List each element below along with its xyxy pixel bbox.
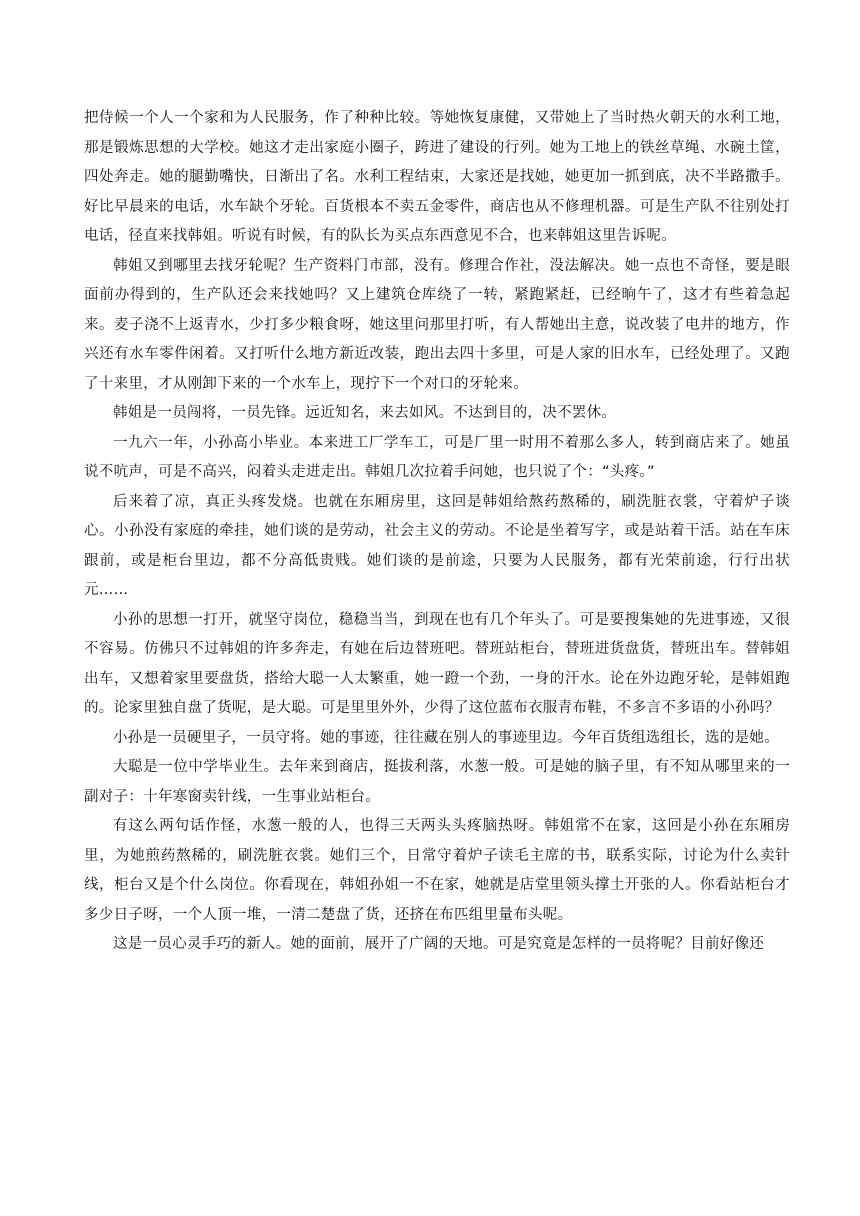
paragraph: 韩姐是一员闯将，一员先锋。远近知名，来去如风。不达到目的，决不罢休。 bbox=[113, 405, 617, 421]
paragraph: 后来着了凉，真正头疼发烧。也就在东厢房里，这回是韩姐给熬药熬稀的，刷洗脏衣裳，守着炉子谈心。小孙没有家庭的牵挂，她们谈的是劳动，社会主义的劳动。不论是坐着写字，或是站着干活。站在车床跟前，或是柜台里边，都不分高低贵贱。她们谈的是前途，只要为人民服务，都有光荣前途，行行出状元…… bbox=[84, 493, 790, 598]
paragraph: 韩姐又到哪里去找牙轮呢？生产资料门市部，没有。修理合作社，没法解决。她一点也不奇怪，要是眼面前办得到的，生产队还会来找她吗？又上建筑仓库绕了一转，紧跑紧赶，已经晌午了，这才有些着急起来。麦子浇不上返青水，少打多少粮食呀，她这里问那里打听，有人帮她出主意，说改装了电井的地方，作兴还有水车零件闲着。又打听什么地方新近改装，跑出去四十多里，可是人家的旧水车，已经处理了。又跑了十来里，才从刚卸下来的一个水车上，现拧下一个对口的牙轮来。 bbox=[84, 257, 790, 392]
paragraph: 这是一员心灵手巧的新人。她的面前，展开了广阔的天地。可是究竟是怎样的一员将呢？目前好像还 bbox=[113, 936, 765, 952]
paragraph: 小孙的思想一打开，就坚守岗位，稳稳当当，到现在也有几个年头了。可是要搜集她的先进事迹，又很不容易。仿佛只不过韩姐的许多奔走，有她在后边替班吧。替班站柜台，替班进货盘货，替班出车。替韩姐出车，又想着家里要盘货，搭给大聪一人太繁重，她一蹬一个劲，一身的汗水。论在外边跑牙轮，是韩姐跑的。论家里独自盘了货呢，是大聪。可是里里外外，少得了这位蓝布衣服青布鞋，不多言不多语的小孙吗？ bbox=[84, 611, 790, 716]
paragraph: 小孙是一员硬里子，一员守将。她的事迹，往往藏在别人的事迹里边。今年百货组选组长，选的是她。 bbox=[113, 729, 779, 746]
paragraph: 有这么两句话作怪，水葱一般的人，也得三天两头头疼脑热呀。韩姐常不在家，这回是小孙在东厢房里，为她煎药熬稀的，刷洗脏衣裳。她们三个，日常守着炉子读毛主席的书，联系实际，讨论为什么卖针线，柜台又是个什么岗位。你看现在，韩姐孙姐一不在家，她就是店堂里领头撑土开张的人。你看站柜台才多少日子呀，一个人顶一堆，一清二楚盘了货，还挤在布匹组里量布头呢。 bbox=[84, 818, 790, 923]
paragraph: 一九六一年，小孙高小毕业。本来进工厂学车工，可是厂里一时用不着那么多人，转到商店来了。她虽说不吭声，可是不高兴，闷着头走进走出。韩姐几次拉着手问她，也只说了个：“头疼。” bbox=[84, 434, 790, 480]
paragraph: 把侍候一个人一个家和为人民服务，作了种种比较。等她恢复康健，又带她上了当时热火朝天的水利工地，那是锻炼思想的大学校。她这才走出家庭小圈子，跨进了建设的行列。她为工地上的铁丝草绳、水碗土筐，四处奔走。她的腿勤嘴快，日渐出了名。水利工程结束，大家还是找她，她更加一抓到底，决不半路撒手。好比早晨来的电话，水车缺个牙轮。百货根本不卖五金零件，商店也从不修理机器。可是生产队不往别处打电话，径直来找韩姐。听说有时候，有的队长为买点东西意见不合，也来韩姐这里告诉呢。 bbox=[84, 110, 790, 244]
paragraph: 大聪是一位中学毕业生。去年来到商店，挺拔利落，水葱一般。可是她的脑子里，有不知从哪里来的一副对子：十年寒窗卖针线，一生事业站柜台。 bbox=[84, 759, 790, 805]
article-body bbox=[84, 104, 790, 960]
